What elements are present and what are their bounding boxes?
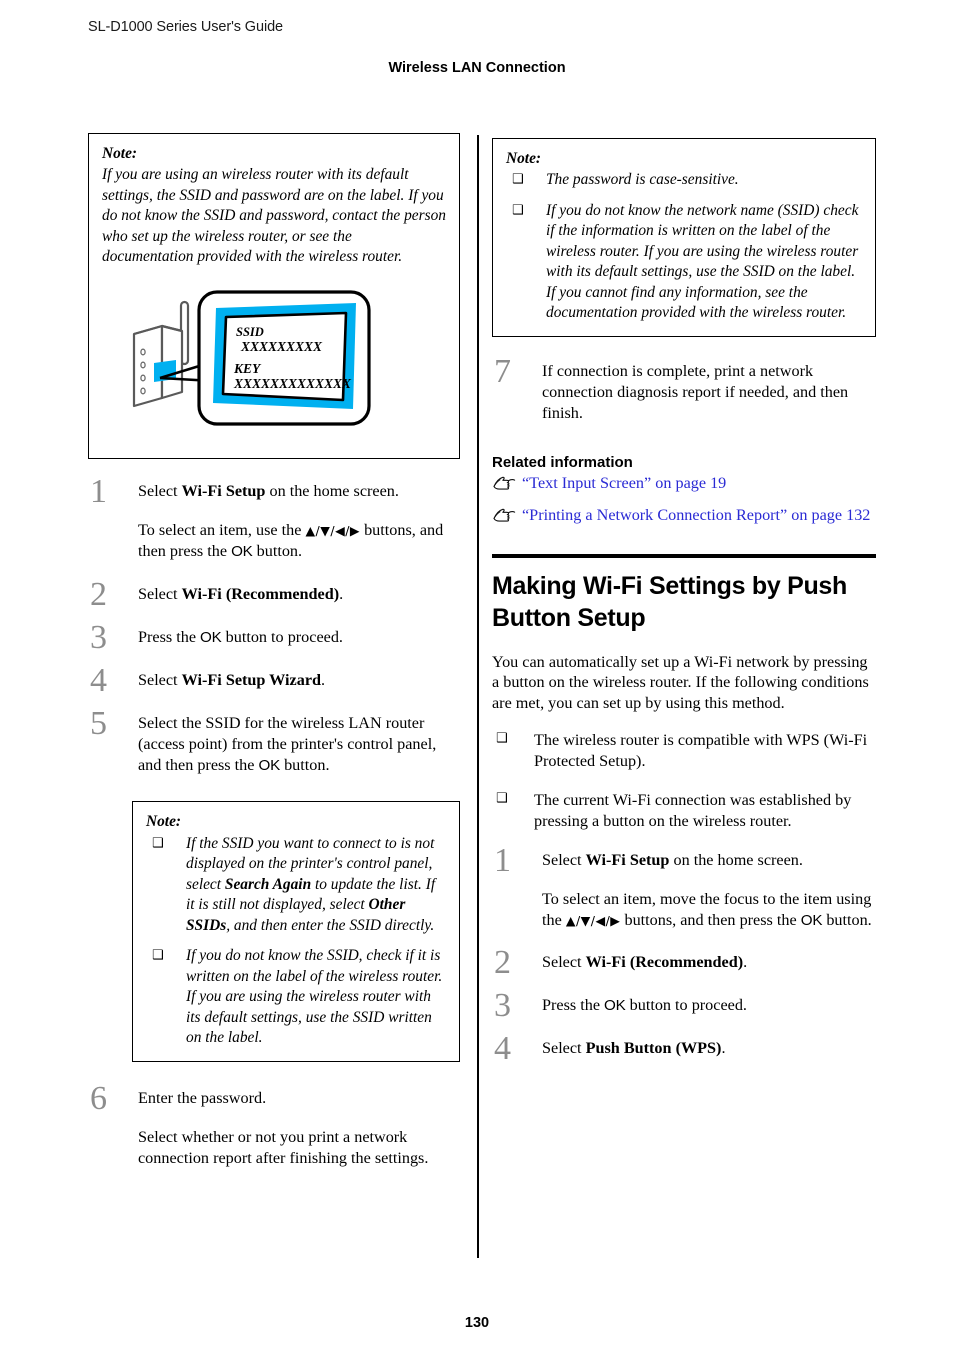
step-item (492, 987, 876, 1025)
note-bullet-item: ❑ If the SSID you want to connect to is not displayed on the printer's control panel, select Search Again to update the list. If it is still not displayed, select Other SSIDs, and then enter the SSID directly. (152, 834, 436, 934)
note-box-top-left (88, 133, 460, 459)
conditions-list (492, 730, 876, 832)
step-number: 4 (90, 661, 107, 699)
step-item (88, 1079, 460, 1169)
step-body (542, 361, 876, 424)
square-bullet-icon: ❑ (152, 835, 164, 851)
condition-text: The current Wi-Fi connection was established by pressing a button on the wireless router. (534, 790, 852, 830)
left-column (88, 133, 460, 1168)
step-body (138, 1088, 460, 1169)
intro-paragraph: You can automatically set up a Wi-Fi network by pressing a button on the wireless router. If the following conditions are met, you can set up by using this method. (492, 652, 869, 713)
page-number: 130 (464, 1315, 490, 1331)
step-item (88, 661, 460, 699)
step-number: 1 (494, 841, 511, 879)
step-paragraph: To select an item, use the ▲/▼/◀/▶ buttons, and then press the OK button. (138, 521, 444, 561)
step-number: 2 (90, 576, 107, 614)
step-body (138, 584, 460, 605)
step-paragraph: To select an item, move the focus to the item using the ▲/▼/◀/▶ buttons, and then press the OK button. (542, 889, 872, 929)
column-divider (477, 135, 479, 1258)
related-information-title: Related information (492, 453, 633, 471)
step-number: 7 (494, 352, 511, 390)
related-link-label: “Text Input Screen” on page 19 (522, 473, 727, 492)
note-bullet-item: ❑ If you do not know the SSID, check if it is written on the label of the wireless router. If you are using the wireless router with its default settings, use the SSID written on the label. (152, 947, 443, 1047)
step-body (138, 481, 460, 562)
step-item (492, 1030, 876, 1068)
note-bullet-list (146, 834, 446, 1049)
condition-item (492, 790, 876, 832)
section-title: Wireless LAN Connection (388, 60, 566, 76)
step-body (542, 952, 876, 973)
step-paragraph: Enter the password. (138, 1088, 267, 1107)
step-item (492, 352, 876, 424)
step-item (88, 473, 460, 562)
step-item (88, 618, 460, 656)
step-paragraph: Select Wi-Fi Setup Wizard. (138, 670, 326, 689)
step-paragraph: Select the SSID for the wireless LAN router (access point) from the printer's control panel, and then press the OK button. (138, 713, 437, 774)
square-bullet-icon: ❑ (496, 731, 508, 747)
square-bullet-icon: ❑ (496, 790, 508, 806)
step-paragraph: Select Push Button (WPS). (542, 1039, 726, 1058)
note-label: Note: (146, 813, 182, 831)
step-item (88, 576, 460, 614)
illustration-key-label: KEY (234, 360, 261, 376)
step-body (138, 627, 460, 648)
ok-button-glyph: OK (200, 628, 222, 646)
related-link-text-input-screen[interactable] (492, 473, 876, 494)
note-bullet-item: ❑ If you do not know the network name (SSID) check if the information is written on the label of the wireless router. If you are using the wireless router with its default settings, use the SSID on the label. If you cannot find any information, see the documentation provided with the wireless router. (512, 201, 859, 322)
step-item (492, 841, 876, 931)
illustration-ssid-label: SSID (236, 324, 264, 339)
step-paragraph: Select whether or not you print a network connection report after finishing the settings. (138, 1127, 429, 1167)
step-paragraph: Select Wi-Fi Setup on the home screen. (542, 850, 803, 869)
step-body (542, 850, 876, 931)
note-bullet-item: ❑ The password is case-sensitive. (512, 171, 739, 189)
illustration-key-value: XXXXXXXXXXXXX (234, 375, 352, 391)
pointing-hand-icon (492, 474, 516, 492)
step-number: 1 (90, 473, 107, 511)
note-bullet-list (506, 170, 862, 323)
condition-text: The wireless router is compatible with WPS (Wi-Fi Protected Setup). (534, 731, 868, 771)
related-link-label: “Printing a Network Connection Report” on page 132 (522, 506, 871, 525)
step-number: 3 (494, 987, 511, 1025)
square-bullet-icon: ❑ (512, 172, 524, 188)
step-number: 2 (494, 944, 511, 982)
ok-button-glyph: OK (800, 911, 823, 929)
step-number: 3 (90, 618, 107, 656)
step-number: 6 (90, 1079, 107, 1117)
step-paragraph: Select Wi-Fi Setup on the home screen. (138, 482, 399, 501)
page-title: Making Wi-Fi Settings by Push Button Setup (492, 571, 847, 632)
running-head: SL-D1000 Series User's Guide (88, 19, 284, 35)
heading-rule (492, 554, 876, 557)
note-label: Note: (506, 150, 542, 167)
step-number: 4 (494, 1030, 511, 1068)
step-body (138, 670, 460, 691)
note-text: If you are using an wireless router with its default settings, the SSID and password are on the label. If you do not know the SSID and password, contact the person who set up the wireless router, or see the documentation provided with the wireless router. (102, 166, 446, 266)
ok-button-glyph: OK (258, 756, 281, 774)
note-box-bottom-left (132, 801, 460, 1061)
right-column (492, 138, 876, 1068)
router-illustration-wrapper (102, 286, 446, 442)
related-link-printing-network-connection-report[interactable] (492, 505, 876, 526)
step-body (542, 995, 876, 1016)
arrow-keys-glyph: ▲/▼/◀/▶ (305, 523, 361, 539)
step-paragraph: Press the OK button to proceed. (138, 627, 343, 646)
step-paragraph: Select Wi-Fi (Recommended). (138, 585, 344, 604)
note-label: Note: (102, 145, 138, 162)
step-body (542, 1038, 876, 1059)
ok-button-glyph: OK (604, 997, 626, 1015)
ok-button-glyph: OK (231, 543, 253, 561)
step-body (138, 713, 460, 776)
condition-item (492, 730, 876, 772)
step-paragraph: If connection is complete, print a network connection diagnosis report if needed, and then finish. (542, 361, 849, 422)
illustration-ssid-value: XXXXXXXXX (241, 338, 323, 354)
right-steps-list (492, 841, 876, 1068)
square-bullet-icon: ❑ (152, 948, 164, 964)
step-item (88, 704, 460, 776)
wireless-router-label-illustration (124, 286, 424, 436)
step-paragraph: Select Wi-Fi (Recommended). (542, 953, 748, 972)
step-paragraph: Press the OK button to proceed. (542, 996, 747, 1015)
step-item (492, 944, 876, 982)
arrow-keys-glyph: ▲/▼/◀/▶ (565, 912, 621, 928)
pointing-hand-icon (492, 506, 516, 524)
square-bullet-icon: ❑ (512, 202, 524, 218)
step-number: 5 (90, 704, 107, 742)
note-box-top-right (492, 138, 876, 337)
left-steps-list (88, 473, 460, 775)
